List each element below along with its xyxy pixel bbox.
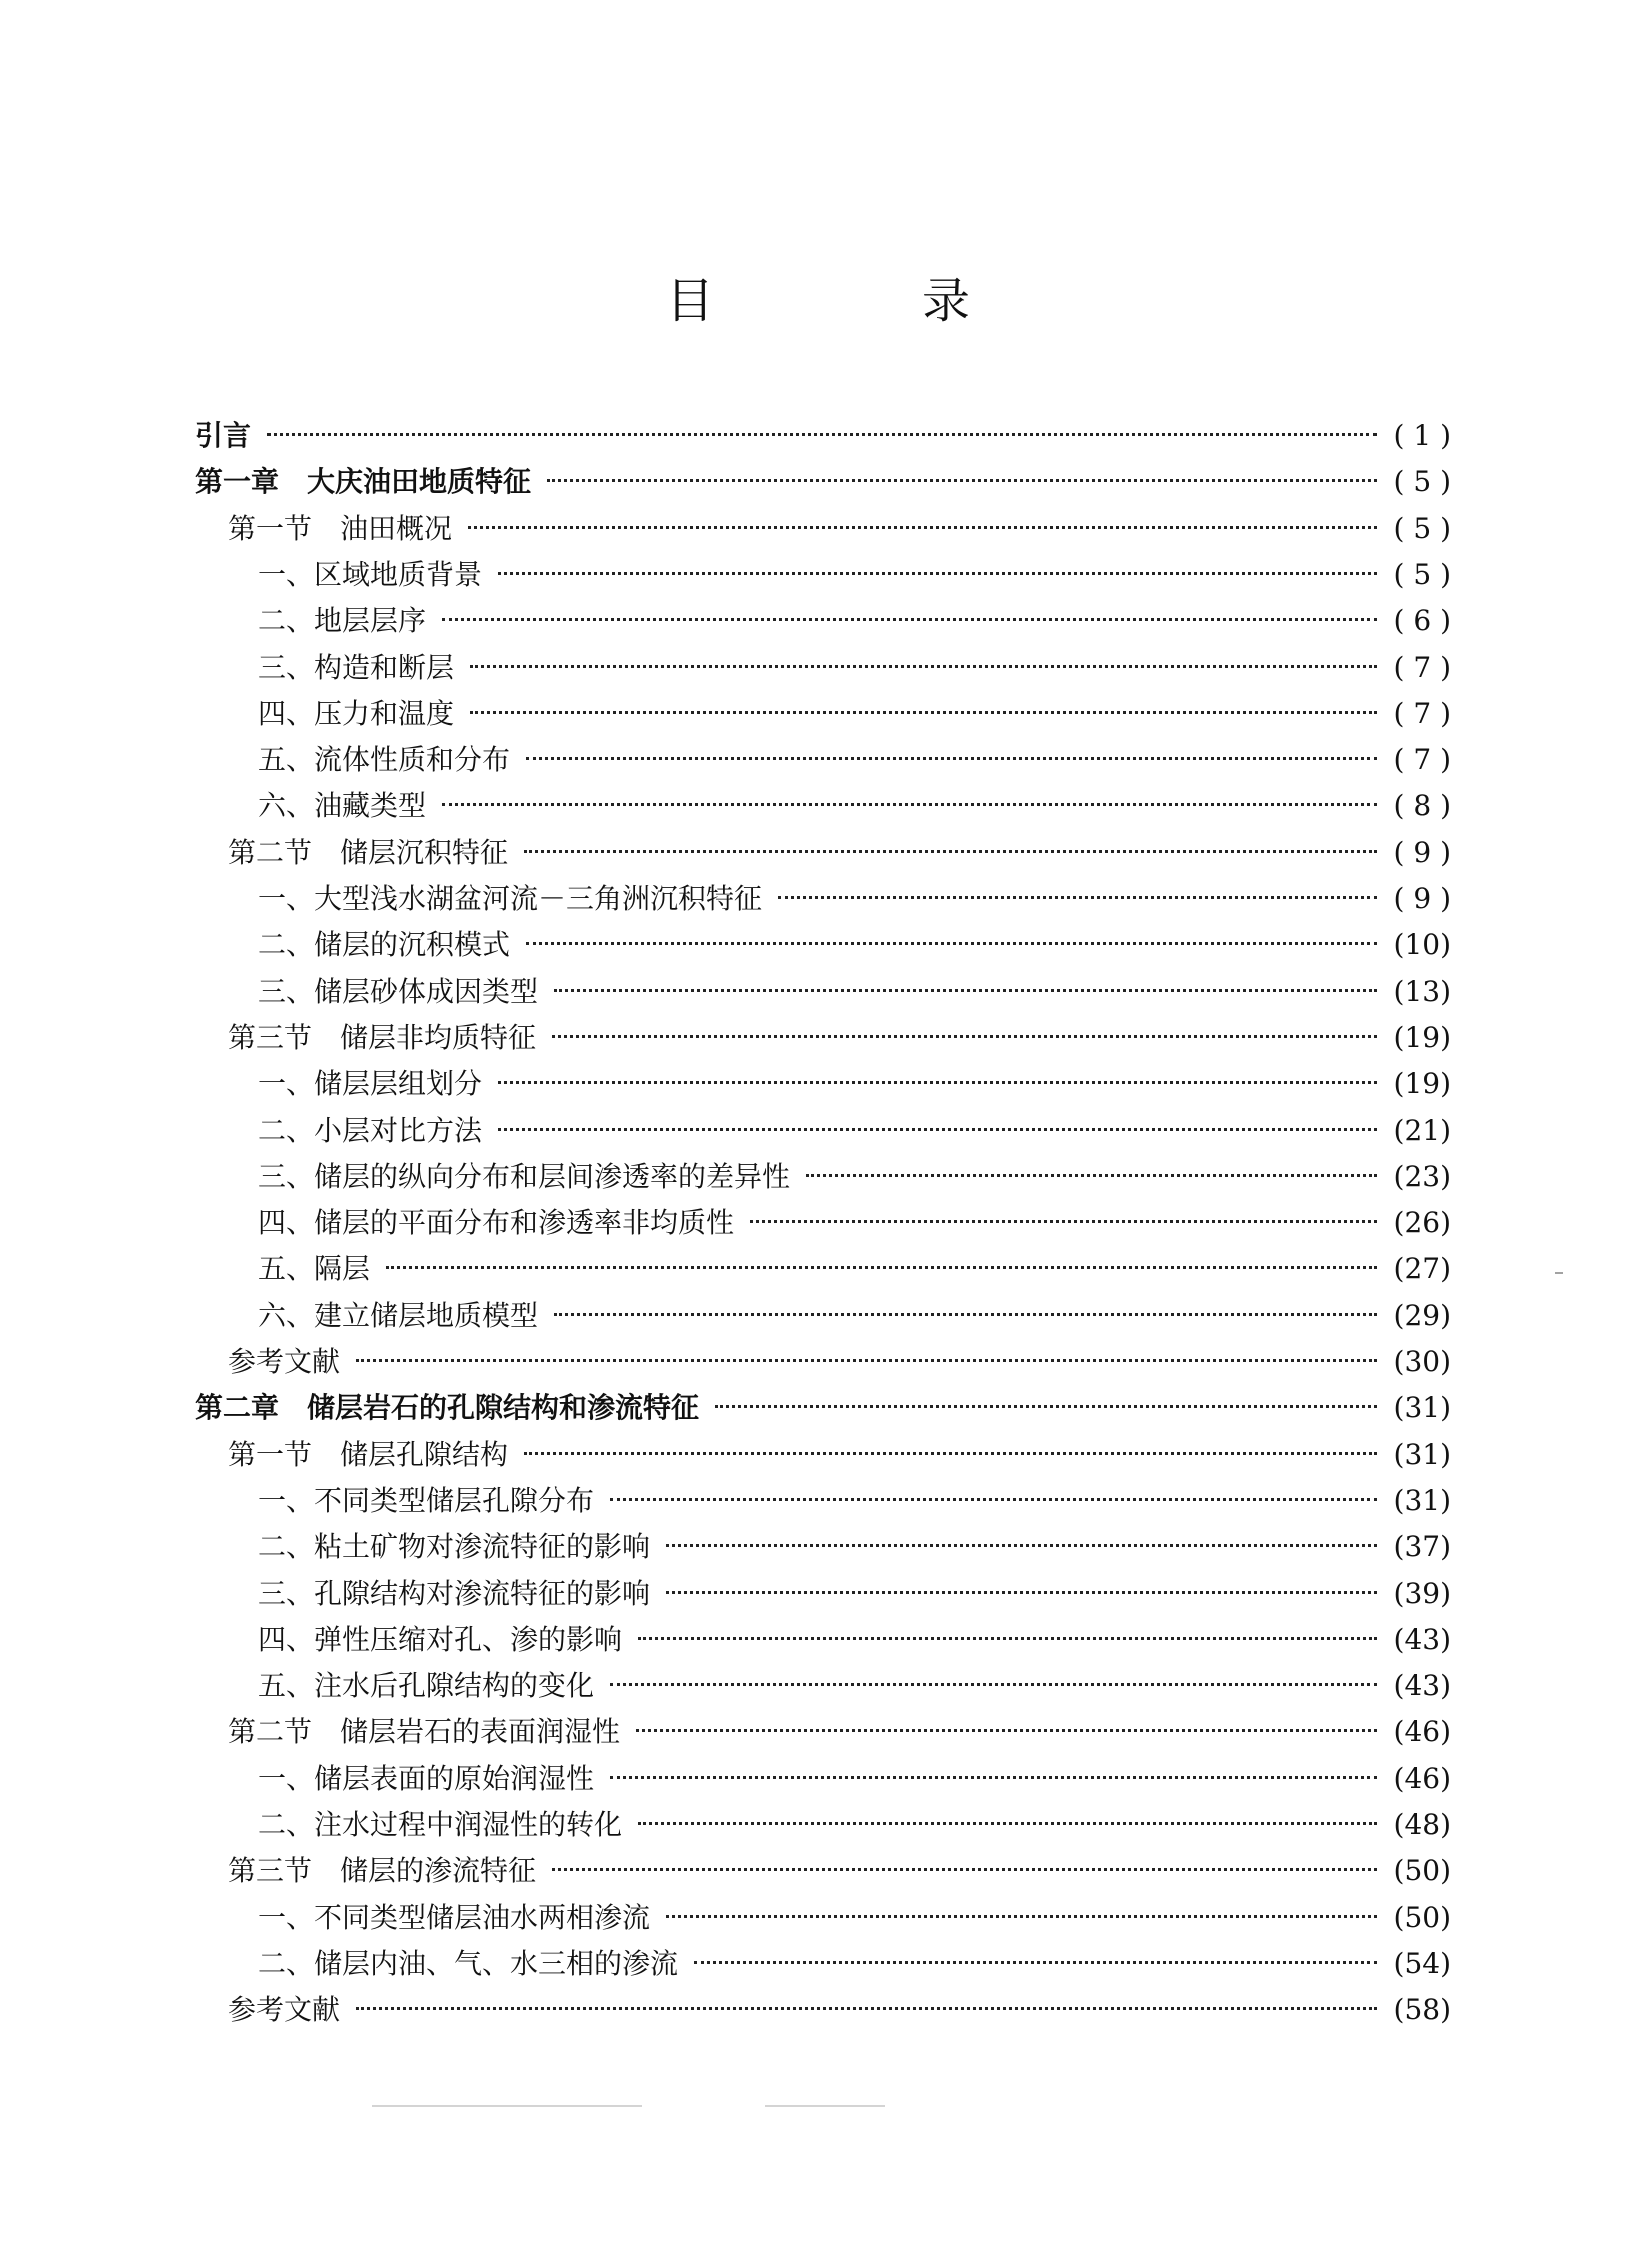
- dot-leader: [610, 1498, 1377, 1501]
- dot-leader: [526, 757, 1377, 760]
- toc-entry-page: ( 5 ): [1393, 557, 1451, 591]
- dot-leader: [750, 1220, 1377, 1223]
- dot-leader: [498, 1128, 1377, 1131]
- dot-leader: [524, 1452, 1377, 1455]
- toc-entry: [228, 1709, 1451, 1755]
- toc-entry: [228, 830, 1451, 876]
- dot-leader: [470, 711, 1377, 714]
- toc-entry-title: 第二章 储层岩石的孔隙结构和渗流特征: [195, 1391, 700, 1425]
- dot-leader: [636, 1729, 1377, 1732]
- toc-entry-title: 一、大型浅水湖盆河流－三角洲沉积特征: [258, 882, 763, 915]
- dot-leader: [610, 1776, 1377, 1779]
- dot-leader: [806, 1174, 1377, 1177]
- toc-entry-title: 二、小层对比方法: [258, 1113, 483, 1147]
- toc-entry-page: (48): [1393, 1808, 1451, 1841]
- dot-leader: [442, 618, 1377, 621]
- dot-leader: [554, 1313, 1377, 1316]
- dot-leader: [356, 1359, 1377, 1362]
- toc-entry: [258, 691, 1451, 737]
- dot-leader: [666, 1591, 1377, 1594]
- toc-entry-page: (13): [1393, 974, 1451, 1008]
- toc-entry: [195, 413, 1451, 459]
- dot-leader: [386, 1266, 1377, 1269]
- toc-entry-page: ( 8 ): [1393, 789, 1451, 823]
- toc-entry: [258, 1524, 1451, 1570]
- toc-entry-title: 四、弹性压缩对孔、渗的影响: [258, 1622, 623, 1656]
- toc-entry-page: (19): [1393, 1067, 1451, 1101]
- toc-entry: [258, 1293, 1451, 1339]
- toc-entry-page: (58): [1393, 1993, 1451, 2027]
- toc-entry: [258, 737, 1451, 783]
- dot-leader: [666, 1544, 1377, 1547]
- toc-entry: [258, 1895, 1451, 1941]
- toc-entry-page: (10): [1393, 928, 1451, 962]
- dot-leader: [610, 1683, 1377, 1686]
- toc-entry-page: (30): [1393, 1345, 1451, 1378]
- toc-entry: [228, 1339, 1451, 1385]
- dot-leader: [498, 572, 1377, 575]
- toc-entry-page: (43): [1393, 1622, 1451, 1656]
- toc-entry: [258, 1108, 1451, 1154]
- toc-entry-title: 六、油藏类型: [258, 789, 427, 823]
- toc-entry: [258, 969, 1451, 1015]
- scan-artifact: [765, 2105, 885, 2107]
- toc-entry: [258, 1061, 1451, 1107]
- toc-entry-page: (37): [1393, 1530, 1451, 1564]
- toc-entry: [228, 1015, 1451, 1061]
- toc-entry: [195, 1385, 1451, 1431]
- dot-leader: [715, 1405, 1377, 1408]
- toc-entry-page: ( 5 ): [1393, 465, 1451, 499]
- toc-entry-title: 六、建立储层地质模型: [258, 1298, 539, 1332]
- dot-leader: [524, 850, 1377, 853]
- dot-leader: [694, 1961, 1377, 1964]
- toc-entry-title: 五、注水后孔隙结构的变化: [258, 1669, 595, 1703]
- toc-entry-title: 第一节 油田概况: [228, 511, 453, 545]
- dot-leader: [666, 1915, 1377, 1918]
- toc-entry: [258, 645, 1451, 691]
- dot-leader: [498, 1081, 1377, 1084]
- toc-entry-title: 第三节 储层非均质特征: [228, 1020, 537, 1054]
- toc-entry-page: (29): [1393, 1298, 1451, 1332]
- toc-entry-page: (54): [1393, 1946, 1451, 1980]
- scan-artifact: [372, 2105, 642, 2107]
- toc-entry-page: (31): [1393, 1437, 1451, 1471]
- dot-leader: [267, 433, 1377, 436]
- dot-leader: [547, 479, 1377, 482]
- toc-entry-title: 第一节 储层孔隙结构: [228, 1437, 509, 1471]
- toc-entry-title: 引言: [195, 419, 252, 452]
- toc-entry-page: (21): [1393, 1113, 1451, 1147]
- dot-leader: [552, 1035, 1377, 1038]
- toc-entry-title: 二、粘土矿物对渗流特征的影响: [258, 1530, 651, 1564]
- toc-entry: [258, 876, 1451, 922]
- toc-entry-page: (50): [1393, 1854, 1451, 1888]
- toc-entry-title: 三、孔隙结构对渗流特征的影响: [258, 1576, 651, 1610]
- toc-entry-title: 一、储层层组划分: [258, 1067, 483, 1101]
- toc-entry-page: (27): [1393, 1252, 1451, 1286]
- toc-entry: [258, 1478, 1451, 1524]
- toc-entry-page: (23): [1393, 1159, 1451, 1193]
- toc-entry: [258, 1200, 1451, 1246]
- toc-entry-page: (43): [1393, 1669, 1451, 1703]
- toc-entry-title: 五、流体性质和分布: [258, 743, 511, 777]
- toc-entry-title: 第二节 储层沉积特征: [228, 835, 509, 869]
- toc-entry: [228, 1848, 1451, 1894]
- toc-entry-title: 一、储层表面的原始润湿性: [258, 1761, 595, 1795]
- scan-artifact: [1555, 1272, 1563, 1274]
- dot-leader: [554, 989, 1377, 992]
- toc-entry: [228, 1432, 1451, 1478]
- toc-entry: [258, 552, 1451, 598]
- toc-entry-title: 三、储层砂体成因类型: [258, 974, 539, 1008]
- toc-entry-page: ( 9 ): [1393, 835, 1451, 869]
- toc-entry-title: 二、注水过程中润湿性的转化: [258, 1808, 623, 1841]
- toc-entry-title: 第三节 储层的渗流特征: [228, 1854, 537, 1888]
- toc-entry: [258, 1802, 1451, 1848]
- page-title: 目 录: [665, 273, 1050, 329]
- toc-entry: [228, 506, 1451, 552]
- dot-leader: [638, 1637, 1377, 1640]
- toc-entry-title: 第一章 大庆油田地质特征: [195, 465, 532, 499]
- toc-entry-page: ( 7 ): [1393, 743, 1451, 777]
- toc-entry-page: ( 7 ): [1393, 650, 1451, 684]
- toc-entry-page: (46): [1393, 1715, 1451, 1749]
- toc-entry-title: 一、区域地质背景: [258, 557, 483, 591]
- toc-entry: [195, 459, 1451, 505]
- toc-entry: [258, 1571, 1451, 1617]
- toc-entry-title: 四、储层的平面分布和渗透率非均质性: [258, 1206, 735, 1240]
- toc-entry-page: (26): [1393, 1206, 1451, 1240]
- toc-entry: [258, 1663, 1451, 1709]
- toc-entry-title: 一、不同类型储层油水两相渗流: [258, 1900, 651, 1934]
- toc-entry-title: 参考文献: [228, 1993, 341, 2027]
- toc-entry: [258, 922, 1451, 968]
- dot-leader: [470, 665, 1377, 668]
- dot-leader: [552, 1868, 1377, 1871]
- dot-leader: [356, 2007, 1377, 2010]
- dot-leader: [468, 526, 1377, 529]
- toc-entry-page: (46): [1393, 1761, 1451, 1795]
- toc-entry-page: (31): [1393, 1391, 1451, 1425]
- toc-entry-page: ( 5 ): [1393, 511, 1451, 545]
- toc-entry-title: 二、储层的沉积模式: [258, 928, 511, 962]
- toc-entry: [258, 783, 1451, 829]
- toc-entry: [258, 1617, 1451, 1663]
- toc-entry-title: 参考文献: [228, 1345, 341, 1378]
- toc-entry-title: 三、构造和断层: [258, 650, 455, 684]
- toc-entry-page: ( 9 ): [1393, 882, 1451, 915]
- toc-entry-page: (50): [1393, 1900, 1451, 1934]
- toc-entry-title: 四、压力和温度: [258, 696, 455, 730]
- toc-entry-title: 二、储层内油、气、水三相的渗流: [258, 1946, 679, 1980]
- toc-entry: [228, 1987, 1451, 2033]
- dot-leader: [442, 803, 1377, 806]
- toc-entry: [258, 1154, 1451, 1200]
- toc-entry-page: (19): [1393, 1020, 1451, 1054]
- dot-leader: [778, 896, 1377, 899]
- toc-entry-page: (31): [1393, 1483, 1451, 1517]
- toc-entry: [258, 1941, 1451, 1987]
- toc-entry-title: 五、隔层: [258, 1252, 371, 1286]
- toc-entry: [258, 1756, 1451, 1802]
- toc-entry: [258, 598, 1451, 644]
- toc-entry-title: 二、地层层序: [258, 604, 427, 638]
- toc-entry-title: 一、不同类型储层孔隙分布: [258, 1483, 595, 1517]
- toc-entry-page: ( 1 ): [1393, 419, 1451, 452]
- dot-leader: [638, 1822, 1377, 1825]
- toc-entry-page: ( 6 ): [1393, 604, 1451, 638]
- toc-entry-page: (39): [1393, 1576, 1451, 1610]
- toc-entry-page: ( 7 ): [1393, 696, 1451, 730]
- toc-entry: [258, 1246, 1451, 1292]
- toc-entry-title: 第二节 储层岩石的表面润湿性: [228, 1715, 621, 1749]
- dot-leader: [526, 942, 1377, 945]
- toc-entry-title: 三、储层的纵向分布和层间渗透率的差异性: [258, 1159, 791, 1193]
